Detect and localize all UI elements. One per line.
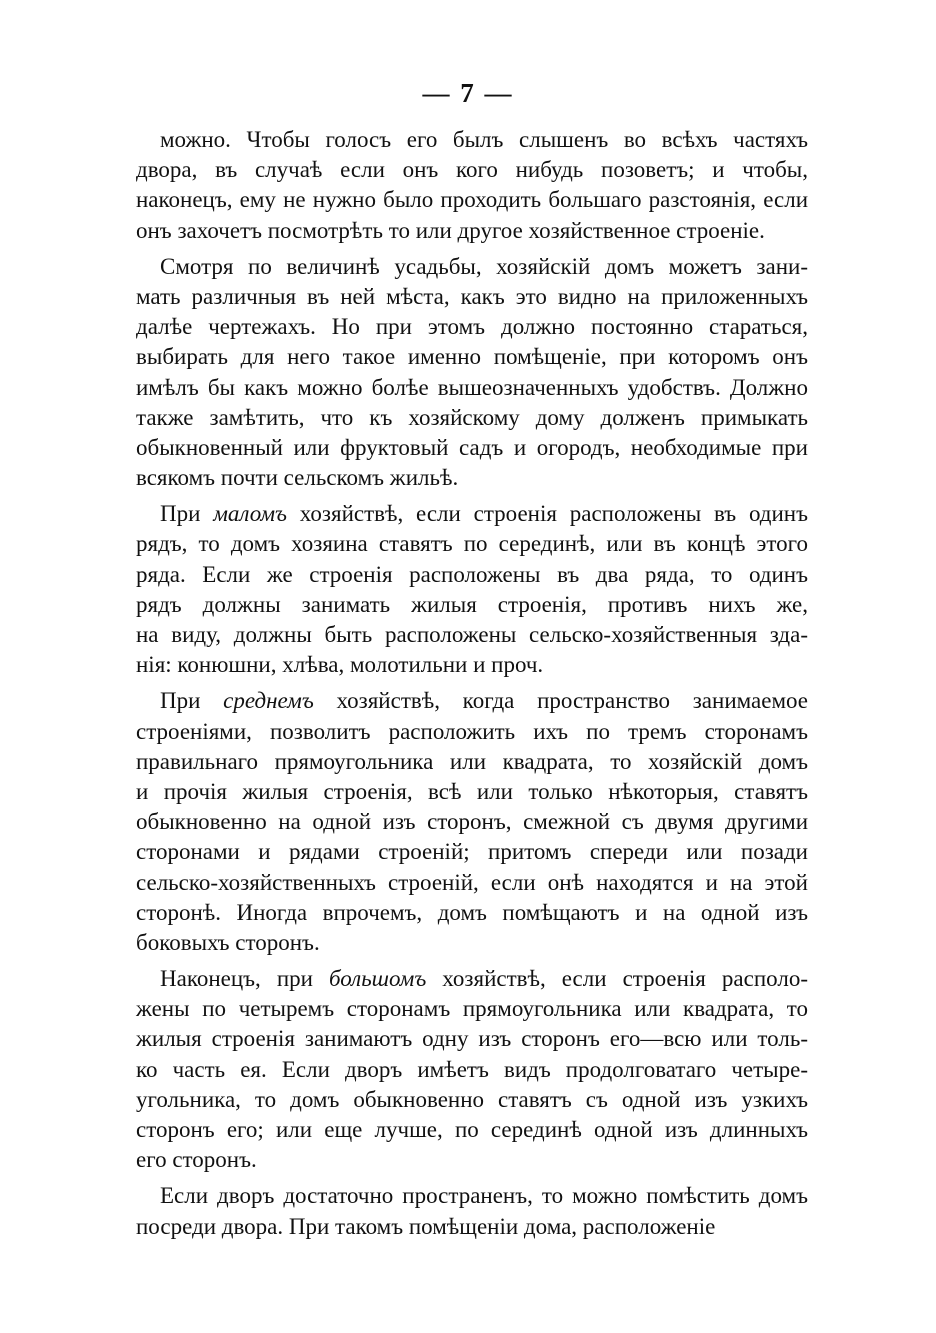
text-run: рядъ, то домъ хозяина ставятъ по серединѣ, или въ концѣ этого xyxy=(136,531,808,557)
text-line xyxy=(136,686,808,716)
text-run: нія: конюшни, хлѣва, молотильни и проч. xyxy=(136,652,544,678)
text-run: и прочія жилыя строенія, всѣ или только нѣкоторыя, ставятъ xyxy=(136,778,808,804)
text-run: При xyxy=(160,501,214,527)
text-run: можно. Чтобы голосъ его былъ слышенъ во всѣхъ частяхъ xyxy=(160,127,808,152)
text-run: наконецъ, ему не нужно было проходить большаго разстоянія, если xyxy=(136,187,808,213)
text-run: жилыя строенія занимаютъ одну изъ сторонъ его—всю или толь- xyxy=(136,1026,808,1052)
text-line xyxy=(136,1212,808,1242)
text-run: хозяйствѣ, когда пространство занимаемое xyxy=(313,688,808,714)
text-line xyxy=(136,717,808,747)
text-line xyxy=(136,837,808,867)
paragraph xyxy=(136,964,808,1175)
text-run: двора, въ случаѣ если онъ кого нибудь позоветъ; и чтобы, xyxy=(136,157,808,183)
text-run: При xyxy=(160,688,224,714)
paragraph xyxy=(136,686,808,958)
text-run: сторонами и рядами строеній; притомъ спереди или позади xyxy=(136,839,808,865)
text-line xyxy=(136,964,808,994)
text-line xyxy=(136,373,808,403)
text-line xyxy=(136,898,808,928)
text-line xyxy=(136,499,808,529)
text-run: хозяйствѣ, если строенія расположены въ одинъ xyxy=(286,501,808,527)
text-run: онъ захочетъ посмотрѣть то или другое хозяйственное строеніе. xyxy=(136,217,765,243)
text-line xyxy=(136,433,808,463)
text-run: также замѣтить, что къ хозяйскому дому долженъ примыкать xyxy=(136,404,808,430)
text-run: его сторонъ. xyxy=(136,1147,257,1173)
text-run: боковыхъ сторонъ. xyxy=(136,929,320,955)
text-line xyxy=(136,252,808,282)
page-number: — 7 — xyxy=(422,78,514,108)
paragraph xyxy=(136,499,808,680)
text-run: рядъ должны занимать жилыя строенія, противъ нихъ же, xyxy=(136,591,808,617)
text-run: сельско-хозяйственныхъ строеній, если онѣ находятся и на этой xyxy=(136,869,808,895)
text-run: Если дворъ достаточно пространенъ, то можно помѣстить домъ xyxy=(160,1183,808,1209)
text-line xyxy=(136,560,808,590)
text-run: строеніями, позволитъ расположить ихъ по тремъ сторонамъ xyxy=(136,718,808,744)
text-line xyxy=(136,216,808,246)
text-run: мать различныя въ ней мѣста, какъ это видно на приложенныхъ xyxy=(136,283,808,309)
body-text xyxy=(136,125,808,1242)
text-run: ряда. Если же строенія расположены въ два ряда, то одинъ xyxy=(136,561,808,587)
text-run: всякомъ почти сельскомъ жильѣ. xyxy=(136,465,459,491)
text-line xyxy=(136,185,808,215)
text-line xyxy=(136,928,808,958)
paragraph xyxy=(136,252,808,494)
paragraph xyxy=(136,1181,808,1241)
text-run: правильнаго прямоугольника или квадрата, то хозяйскій домъ xyxy=(136,748,808,774)
text-line xyxy=(136,1145,808,1175)
text-run: Наконецъ, при xyxy=(160,966,329,992)
text-line xyxy=(136,650,808,680)
text-line xyxy=(136,342,808,372)
text-run: Смотря по величинѣ усадьбы, хозяйскій домъ можетъ зани- xyxy=(160,253,808,279)
text-run: хозяйствѣ, если строенія располо- xyxy=(426,966,808,992)
text-run: далѣе чертежахъ. Но при этомъ должно постоянно стараться, xyxy=(136,314,808,340)
text-line xyxy=(136,529,808,559)
text-line xyxy=(136,312,808,342)
text-line xyxy=(136,1115,808,1145)
text-run: выбирать для него такое именно помѣщеніе, при которомъ онъ xyxy=(136,344,808,370)
text-line xyxy=(136,1055,808,1085)
text-line xyxy=(136,994,808,1024)
text-run: сторонъ его; или еще лучше, по серединѣ одной изъ длинныхъ xyxy=(136,1117,808,1142)
text-line xyxy=(136,1181,808,1211)
text-line xyxy=(136,777,808,807)
text-line xyxy=(136,747,808,777)
text-run: угольника, то домъ обыкновенно ставятъ съ одной изъ узкихъ xyxy=(136,1086,808,1112)
text-line xyxy=(136,868,808,898)
text-run: имѣлъ бы какъ можно болѣе вышеозначенныхъ удобствъ. Должно xyxy=(136,374,808,400)
text-line xyxy=(136,807,808,837)
italic-term: маломъ xyxy=(213,501,287,527)
italic-term: среднемъ xyxy=(223,688,314,714)
text-run: жены по четыремъ сторонамъ прямоугольника или квадрата, то xyxy=(136,996,808,1022)
text-line xyxy=(136,1085,808,1115)
text-line xyxy=(136,463,808,493)
text-line xyxy=(136,590,808,620)
text-run: сторонѣ. Иногда впрочемъ, домъ помѣщаютъ и на одной изъ xyxy=(136,899,808,925)
paragraph xyxy=(136,125,808,246)
text-line xyxy=(136,125,808,155)
text-run: ко часть ея. Если дворъ имѣетъ видъ продолговатаго четыре- xyxy=(136,1056,808,1082)
text-line xyxy=(136,155,808,185)
text-line xyxy=(136,282,808,312)
text-run: обыкновенно на одной изъ сторонъ, смежной съ двумя другими xyxy=(136,809,808,835)
text-run: на виду, должны быть расположены сельско-хозяйственныя зда- xyxy=(136,622,808,647)
italic-term: большомъ xyxy=(328,966,427,992)
text-line xyxy=(136,620,808,650)
text-run: посреди двора. При такомъ помѣщеніи дома, расположеніе xyxy=(136,1213,716,1239)
text-run: обыкновенный или фруктовый садъ и огородъ, необходимые при xyxy=(136,434,808,460)
text-line xyxy=(136,403,808,433)
text-line xyxy=(136,1024,808,1054)
